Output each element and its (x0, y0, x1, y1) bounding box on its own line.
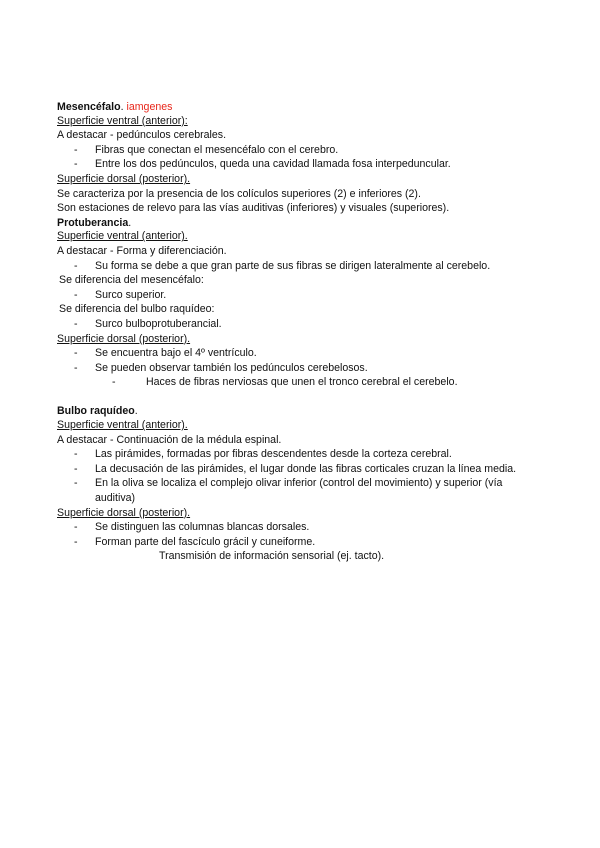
list-item (57, 317, 557, 332)
bullet-dash: - (74, 347, 78, 360)
list-item-text: Las pirámides, formadas por fibras descendentes desde la corteza cerebral. (95, 448, 452, 461)
images-link[interactable]: iamgenes (123, 101, 173, 113)
notes-content (57, 100, 557, 564)
paragraph: A destacar - pedúnculos cerebrales. (57, 129, 227, 142)
title-dot: . (128, 216, 132, 229)
bullet-dash: - (112, 376, 116, 389)
subheading-ventral: Superficie ventral (anterior). (57, 230, 188, 243)
subheading-dorsal: Superficie dorsal (posterior). (57, 332, 191, 345)
list-item (57, 361, 557, 376)
list-item-text: La decusación de las pirámides, el lugar donde las fibras corticales cruzan la línea media. (95, 462, 517, 475)
list-item-text: Se encuentra bajo el 4º ventrículo. (95, 347, 257, 360)
paragraph: A destacar - Forma y diferenciación. (57, 244, 227, 257)
title-dot: . (134, 405, 138, 418)
list-item (57, 535, 557, 550)
bullet-dash: - (74, 288, 78, 301)
list-item (57, 447, 557, 462)
list-item-text: Surco bulboprotuberancial. (95, 317, 222, 330)
bullet-dash: - (74, 143, 78, 156)
list-item (57, 259, 557, 274)
section-title: Bulbo raquídeo (57, 405, 135, 418)
bullet-dash: - (74, 158, 78, 171)
paragraph: A destacar - Continuación de la médula espinal. (57, 433, 282, 446)
subheading-dorsal: Superficie dorsal (posterior). (57, 506, 191, 519)
bullet-dash: - (74, 448, 78, 461)
sub-list-item (57, 375, 557, 390)
list-item (57, 476, 525, 505)
bullet-dash: - (74, 521, 78, 534)
list-item (57, 143, 557, 158)
bullet-dash: - (74, 259, 78, 272)
list-item (57, 157, 557, 172)
section-title: Protuberancia (57, 216, 129, 229)
blank-line (57, 390, 557, 405)
bullet-dash: - (74, 361, 78, 374)
list-item-text: Haces de fibras nerviosas que unen el tronco cerebral el cerebelo. (146, 376, 458, 389)
list-item-text: Surco superior. (95, 288, 167, 301)
list-item-text: Se pueden observar también los pedúnculos cerebelosos. (95, 361, 368, 374)
list-item (57, 346, 557, 361)
section-heading-protuberancia (57, 216, 557, 231)
bullet-dash: - (74, 317, 78, 330)
list-item-text: Fibras que conectan el mesencéfalo con el cerebro. (95, 143, 339, 156)
bullet-dash: - (74, 462, 78, 475)
subheading-dorsal: Superficie dorsal (posterior). (57, 172, 191, 185)
list-item-text: Su forma se debe a que gran parte de sus fibras se dirigen lateralmente al cerebelo. (95, 259, 491, 272)
list-item-text: Se distinguen las columnas blancas dorsales. (95, 521, 310, 534)
paragraph: Son estaciones de relevo para las vías auditivas (inferiores) y visuales (superiores). (57, 202, 450, 215)
paragraph: Se diferencia del bulbo raquídeo: (59, 303, 215, 316)
list-item-text: En la oliva se localiza el complejo olivar inferior (control del movimiento) y superior (vía auditiva) (95, 477, 503, 505)
subheading-ventral: Superficie ventral (anterior): (57, 114, 188, 127)
list-item-text: Entre los dos pedúnculos, queda una cavidad llamada fosa interpeduncular. (95, 158, 451, 171)
list-item (57, 288, 557, 303)
section-heading-bulbo (57, 404, 557, 419)
list-item (57, 462, 557, 477)
section-title: Mesencéfalo (57, 101, 121, 113)
title-dot: . (120, 101, 124, 113)
bullet-dash: - (74, 535, 78, 548)
note-line: Transmisión de información sensorial (ej. tacto). (159, 550, 385, 563)
list-item (57, 520, 557, 535)
list-item-text: Forman parte del fascículo grácil y cuneiforme. (95, 535, 316, 548)
bullet-dash: - (74, 477, 78, 490)
paragraph: Se caracteriza por la presencia de los colículos superiores (2) e inferiores (2). (57, 187, 421, 200)
section-heading-mesencefalo (57, 100, 557, 115)
subheading-ventral: Superficie ventral (anterior). (57, 419, 188, 432)
paragraph: Se diferencia del mesencéfalo: (59, 274, 204, 287)
